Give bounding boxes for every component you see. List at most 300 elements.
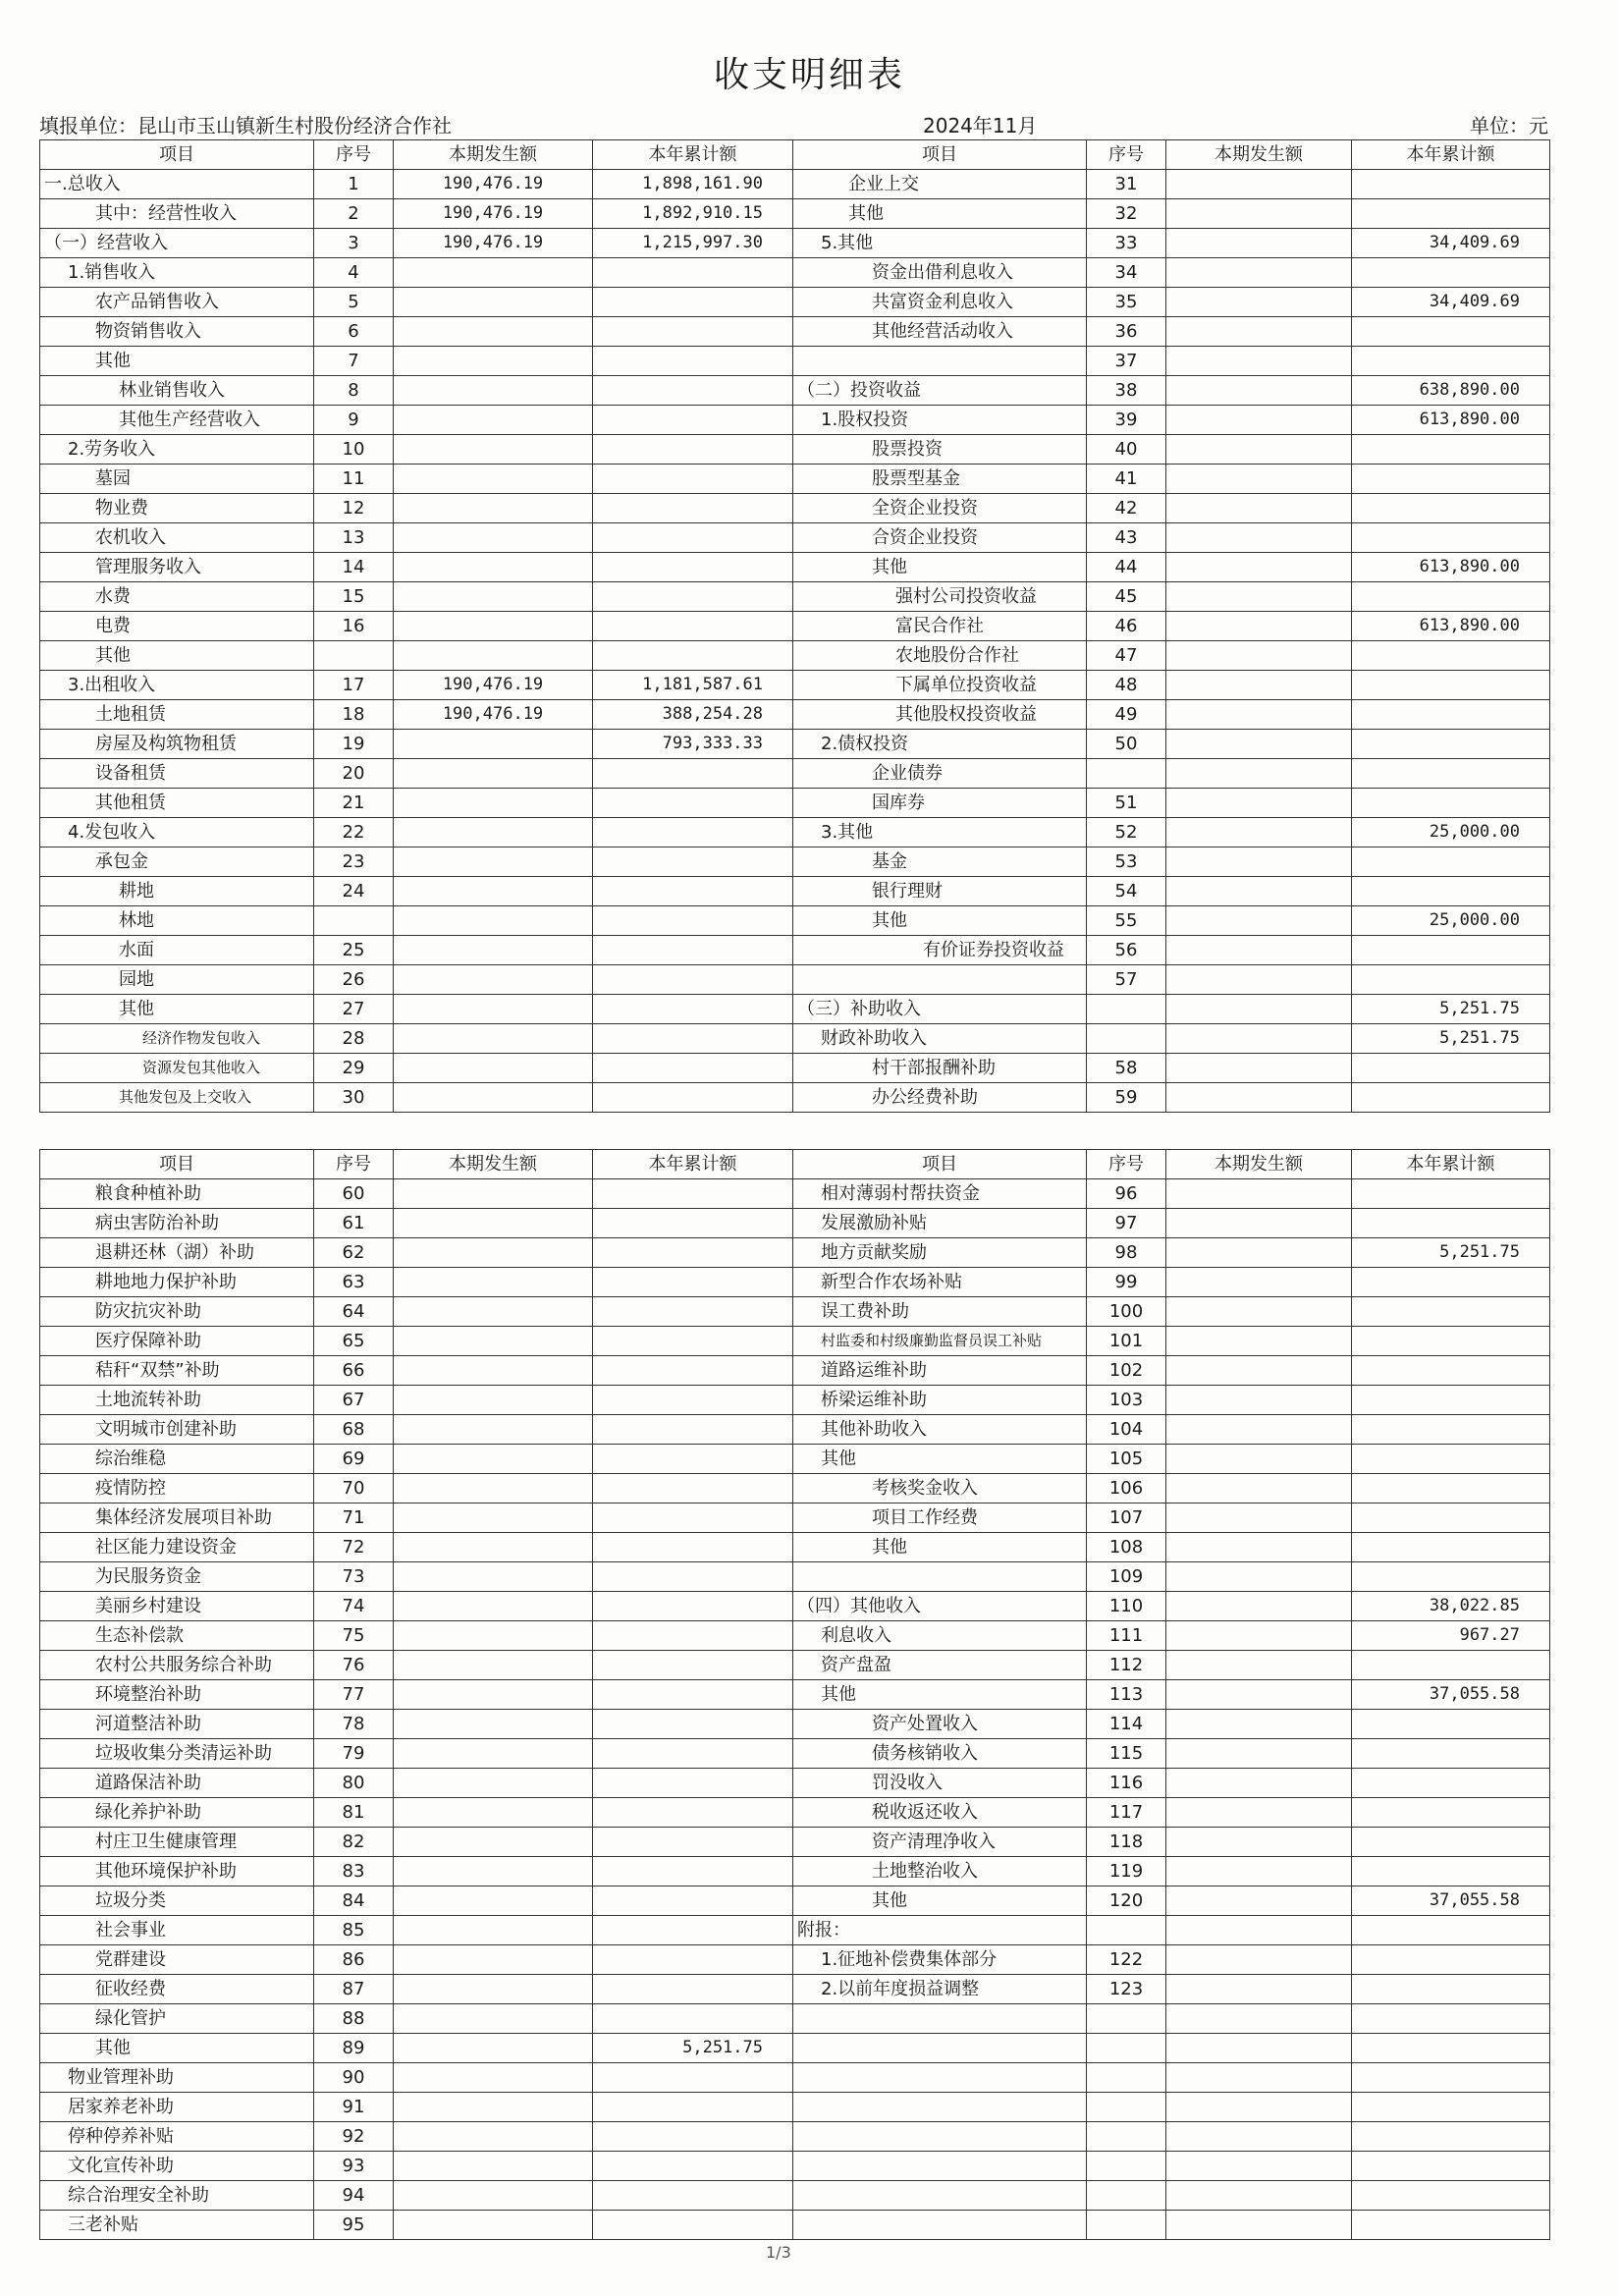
item-name: 1.征地补偿费集体部分 (793, 1945, 1087, 1975)
item-ytd (1352, 2152, 1550, 2181)
table-row (40, 465, 1550, 494)
item-name: 其他 (793, 906, 1087, 936)
item-name: 土地租赁 (40, 700, 314, 730)
table-row (40, 789, 1550, 818)
item-name: 林地 (40, 906, 314, 936)
item-current (394, 347, 593, 376)
item-current (394, 612, 593, 641)
item-ytd (1352, 847, 1550, 877)
item-current (1166, 789, 1352, 818)
item-current (394, 1621, 593, 1651)
item-current (394, 1297, 593, 1327)
table-row (40, 435, 1550, 465)
item-name: 债务核销收入 (793, 1739, 1087, 1769)
item-ytd (593, 1445, 793, 1474)
col-item: 项目 (40, 140, 314, 170)
item-seq: 57 (1087, 965, 1166, 995)
item-name (793, 2122, 1087, 2152)
item-current (1166, 1179, 1352, 1209)
item-current (394, 582, 593, 612)
item-current (1166, 2063, 1352, 2093)
item-name (793, 2034, 1087, 2063)
item-ytd (593, 258, 793, 288)
item-name: 相对薄弱村帮扶资金 (793, 1179, 1087, 1209)
table-row (40, 1562, 1550, 1592)
item-seq: 65 (314, 1327, 394, 1356)
item-current (394, 877, 593, 906)
item-seq: 42 (1087, 494, 1166, 523)
item-seq: 14 (314, 553, 394, 582)
item-name: （一）经营收入 (40, 229, 314, 258)
item-ytd (593, 2093, 793, 2122)
item-name: 绿化管护 (40, 2004, 314, 2034)
item-name: 2.劳务收入 (40, 435, 314, 465)
item-current (1166, 877, 1352, 906)
item-name: 企业上交 (793, 170, 1087, 199)
item-seq: 2 (314, 199, 394, 229)
item-seq: 15 (314, 582, 394, 612)
item-ytd (593, 1083, 793, 1113)
item-seq: 95 (314, 2211, 394, 2240)
item-seq: 17 (314, 671, 394, 700)
table-row (40, 1386, 1550, 1415)
item-seq: 10 (314, 435, 394, 465)
item-ytd (1352, 965, 1550, 995)
item-current (394, 406, 593, 435)
item-ytd (1352, 1503, 1550, 1533)
item-ytd: 1,181,587.61 (593, 671, 793, 700)
item-ytd (1352, 1710, 1550, 1739)
item-name (793, 2093, 1087, 2122)
item-current (1166, 1798, 1352, 1828)
item-seq: 37 (1087, 347, 1166, 376)
table-row (40, 1356, 1550, 1386)
item-seq: 20 (314, 759, 394, 789)
table-row (40, 2004, 1550, 2034)
item-ytd (1352, 1533, 1550, 1562)
table-row (40, 612, 1550, 641)
item-current (1166, 1945, 1352, 1975)
item-seq: 49 (1087, 700, 1166, 730)
item-current (394, 759, 593, 789)
item-current (1166, 2152, 1352, 2181)
item-current (1166, 1268, 1352, 1297)
item-name: 道路运维补助 (793, 1356, 1087, 1386)
item-seq: 112 (1087, 1651, 1166, 1680)
item-ytd (593, 847, 793, 877)
item-seq: 83 (314, 1857, 394, 1886)
item-name: 财政补助收入 (793, 1024, 1087, 1054)
item-name: 其他股权投资收益 (793, 700, 1087, 730)
item-name: 综合治理安全补助 (40, 2181, 314, 2211)
item-ytd (1352, 1054, 1550, 1083)
item-name: 设备租赁 (40, 759, 314, 789)
item-seq (1087, 2152, 1166, 2181)
item-ytd: 1,215,997.30 (593, 229, 793, 258)
item-name: 墓园 (40, 465, 314, 494)
table-row (40, 229, 1550, 258)
item-seq: 69 (314, 1445, 394, 1474)
item-current: 190,476.19 (394, 700, 593, 730)
item-seq: 7 (314, 347, 394, 376)
item-ytd (593, 818, 793, 847)
item-ytd: 5,251.75 (593, 2034, 793, 2063)
item-name: 医疗保障补助 (40, 1327, 314, 1356)
item-ytd (593, 435, 793, 465)
item-current (394, 1415, 593, 1445)
item-current (1166, 759, 1352, 789)
item-ytd (593, 1533, 793, 1562)
item-name: 水面 (40, 936, 314, 965)
item-seq: 78 (314, 1710, 394, 1739)
item-ytd (593, 1503, 793, 1533)
item-ytd (1352, 1945, 1550, 1975)
item-name: 三老补贴 (40, 2211, 314, 2240)
item-name: 全资企业投资 (793, 494, 1087, 523)
item-current (394, 1445, 593, 1474)
item-ytd (1352, 2093, 1550, 2122)
col-ytd: 本年累计额 (593, 1150, 793, 1179)
item-name: 利息收入 (793, 1621, 1087, 1651)
item-seq (1087, 2004, 1166, 2034)
item-seq: 6 (314, 317, 394, 347)
item-name: 物资销售收入 (40, 317, 314, 347)
item-ytd: 1,898,161.90 (593, 170, 793, 199)
item-name: 为民服务资金 (40, 1562, 314, 1592)
item-current (1166, 1356, 1352, 1386)
item-current (1166, 1415, 1352, 1445)
item-name (793, 2181, 1087, 2211)
table-row (40, 1975, 1550, 2004)
item-seq: 5 (314, 288, 394, 317)
table-row (40, 553, 1550, 582)
item-ytd (593, 877, 793, 906)
item-name: 其他 (793, 1445, 1087, 1474)
table-row (40, 288, 1550, 317)
item-name: 其他租赁 (40, 789, 314, 818)
item-seq: 90 (314, 2063, 394, 2093)
item-seq: 35 (1087, 288, 1166, 317)
item-ytd (593, 1474, 793, 1503)
table-header-row (40, 1150, 1550, 1179)
item-name: 下属单位投资收益 (793, 671, 1087, 700)
table-row (40, 199, 1550, 229)
item-ytd (593, 1886, 793, 1916)
item-ytd (1352, 1562, 1550, 1592)
item-seq: 45 (1087, 582, 1166, 612)
item-current (394, 965, 593, 995)
item-name: 3.出租收入 (40, 671, 314, 700)
item-current (394, 906, 593, 936)
item-name: 附报： (793, 1916, 1087, 1945)
item-name: 地方贡献奖励 (793, 1238, 1087, 1268)
item-name: 社区能力建设资金 (40, 1533, 314, 1562)
item-name: 园地 (40, 965, 314, 995)
item-ytd: 638,890.00 (1352, 376, 1550, 406)
item-current (1166, 494, 1352, 523)
item-ytd (593, 553, 793, 582)
item-name: 合资企业投资 (793, 523, 1087, 553)
item-current (394, 1857, 593, 1886)
item-current (1166, 1975, 1352, 2004)
item-name (793, 2211, 1087, 2240)
item-name: 防灾抗灾补助 (40, 1297, 314, 1327)
table-row (40, 494, 1550, 523)
item-ytd: 34,409.69 (1352, 229, 1550, 258)
item-current (394, 376, 593, 406)
item-name: 项目工作经费 (793, 1503, 1087, 1533)
item-current (394, 1916, 593, 1945)
item-current (1166, 199, 1352, 229)
item-current (1166, 2093, 1352, 2122)
item-name: 1.销售收入 (40, 258, 314, 288)
item-seq: 40 (1087, 435, 1166, 465)
item-seq (1087, 2211, 1166, 2240)
item-current (1166, 170, 1352, 199)
item-name: 征收经费 (40, 1975, 314, 2004)
item-name: 有价证券投资收益 (793, 936, 1087, 965)
currency-unit: 单位：元 (1470, 114, 1548, 137)
item-ytd (593, 376, 793, 406)
item-ytd (1352, 2004, 1550, 2034)
item-current (1166, 1209, 1352, 1238)
item-name: 4.发包收入 (40, 818, 314, 847)
item-ytd (593, 1238, 793, 1268)
table-row (40, 936, 1550, 965)
item-seq: 25 (314, 936, 394, 965)
item-current (1166, 258, 1352, 288)
item-seq: 111 (1087, 1621, 1166, 1651)
item-name: 生态补偿款 (40, 1621, 314, 1651)
item-seq: 39 (1087, 406, 1166, 435)
item-seq: 44 (1087, 553, 1166, 582)
item-name: 党群建设 (40, 1945, 314, 1975)
item-ytd (593, 2211, 793, 2240)
item-current (1166, 995, 1352, 1024)
item-name: 企业债券 (793, 759, 1087, 789)
item-seq: 73 (314, 1562, 394, 1592)
item-ytd (1352, 1445, 1550, 1474)
item-seq: 104 (1087, 1415, 1166, 1445)
item-ytd (593, 2004, 793, 2034)
item-seq: 48 (1087, 671, 1166, 700)
item-current (394, 818, 593, 847)
item-current (1166, 936, 1352, 965)
item-name: 2.债权投资 (793, 730, 1087, 759)
item-ytd (1352, 1179, 1550, 1209)
item-seq: 22 (314, 818, 394, 847)
item-name: 强村公司投资收益 (793, 582, 1087, 612)
item-current (1166, 553, 1352, 582)
item-ytd (1352, 170, 1550, 199)
col-item: 项目 (793, 140, 1087, 170)
item-ytd (1352, 700, 1550, 730)
item-ytd: 793,333.33 (593, 730, 793, 759)
item-current (1166, 1327, 1352, 1356)
item-current (394, 847, 593, 877)
item-ytd (593, 1680, 793, 1710)
item-ytd (593, 1268, 793, 1297)
item-current (394, 1886, 593, 1916)
item-ytd (593, 1945, 793, 1975)
table-row (40, 700, 1550, 730)
item-name: 资金出借利息收入 (793, 258, 1087, 288)
item-ytd (1352, 523, 1550, 553)
item-seq: 64 (314, 1297, 394, 1327)
item-current (394, 2152, 593, 2181)
item-ytd (593, 523, 793, 553)
item-name (793, 1562, 1087, 1592)
item-current (394, 2122, 593, 2152)
table-row (40, 1680, 1550, 1710)
item-seq: 23 (314, 847, 394, 877)
table-row (40, 1209, 1550, 1238)
item-current (394, 730, 593, 759)
item-name: 共富资金利息收入 (793, 288, 1087, 317)
item-seq: 89 (314, 2034, 394, 2063)
item-current (1166, 612, 1352, 641)
item-seq: 110 (1087, 1592, 1166, 1621)
item-current (1166, 2034, 1352, 2063)
item-seq: 21 (314, 789, 394, 818)
item-name: 垃圾收集分类清运补助 (40, 1739, 314, 1769)
item-name: 其他 (40, 2034, 314, 2063)
item-current (394, 1238, 593, 1268)
item-ytd (1352, 1209, 1550, 1238)
item-seq: 55 (1087, 906, 1166, 936)
item-ytd (593, 582, 793, 612)
item-seq: 91 (314, 2093, 394, 2122)
item-name: （二）投资收益 (793, 376, 1087, 406)
table-row (40, 258, 1550, 288)
item-name: 村干部报酬补助 (793, 1054, 1087, 1083)
table-row (40, 818, 1550, 847)
item-current (394, 258, 593, 288)
item-ytd (593, 1054, 793, 1083)
item-seq (1087, 2063, 1166, 2093)
item-name: 粮食种植补助 (40, 1179, 314, 1209)
item-seq: 18 (314, 700, 394, 730)
table-row (40, 877, 1550, 906)
item-ytd (1352, 2063, 1550, 2093)
item-name: 管理服务收入 (40, 553, 314, 582)
item-current (394, 1386, 593, 1415)
item-name: 农村公共服务综合补助 (40, 1651, 314, 1680)
col-current: 本期发生额 (1166, 1150, 1352, 1179)
item-ytd (593, 1209, 793, 1238)
item-seq: 105 (1087, 1445, 1166, 1474)
table-row (40, 671, 1550, 700)
item-ytd (593, 1828, 793, 1857)
item-ytd (1352, 2122, 1550, 2152)
table-row (40, 730, 1550, 759)
item-name: 房屋及构筑物租赁 (40, 730, 314, 759)
item-name: 资产清理净收入 (793, 1828, 1087, 1857)
item-current (1166, 1592, 1352, 1621)
item-current (1166, 1238, 1352, 1268)
item-name: 农产品销售收入 (40, 288, 314, 317)
item-seq: 74 (314, 1592, 394, 1621)
item-current (1166, 1474, 1352, 1503)
item-seq: 70 (314, 1474, 394, 1503)
item-current (1166, 1828, 1352, 1857)
item-name: 发展激励补贴 (793, 1209, 1087, 1238)
item-current (1166, 1651, 1352, 1680)
item-ytd: 5,251.75 (1352, 995, 1550, 1024)
item-current (1166, 818, 1352, 847)
item-current (1166, 347, 1352, 376)
item-ytd: 1,892,910.15 (593, 199, 793, 229)
item-name: 农机收入 (40, 523, 314, 553)
item-seq: 50 (1087, 730, 1166, 759)
table-row (40, 1651, 1550, 1680)
item-name: 集体经济发展项目补助 (40, 1503, 314, 1533)
item-ytd (1352, 317, 1550, 347)
item-name: 股票投资 (793, 435, 1087, 465)
item-name: 土地整治收入 (793, 1857, 1087, 1886)
item-current (394, 1651, 593, 1680)
table-row (40, 2122, 1550, 2152)
item-seq: 16 (314, 612, 394, 641)
item-current (394, 2211, 593, 2240)
item-seq: 27 (314, 995, 394, 1024)
item-name: 其他 (793, 1680, 1087, 1710)
table-row (40, 1268, 1550, 1297)
item-seq: 88 (314, 2004, 394, 2034)
item-seq: 41 (1087, 465, 1166, 494)
item-current (1166, 288, 1352, 317)
item-current (394, 1268, 593, 1297)
item-seq: 76 (314, 1651, 394, 1680)
item-name: 经济作物发包收入 (40, 1024, 314, 1054)
table-row (40, 995, 1550, 1024)
item-ytd (1352, 759, 1550, 789)
reporting-unit: 填报单位：昆山市玉山镇新生村股份经济合作社 (39, 114, 452, 137)
item-seq: 4 (314, 258, 394, 288)
item-seq: 19 (314, 730, 394, 759)
item-ytd (593, 2122, 793, 2152)
item-seq: 122 (1087, 1945, 1166, 1975)
table-row (40, 1297, 1550, 1327)
item-current (394, 1179, 593, 1209)
table-row (40, 965, 1550, 995)
table-row (40, 1798, 1550, 1828)
item-current (394, 1209, 593, 1238)
item-seq (1087, 2122, 1166, 2152)
item-ytd (593, 1916, 793, 1945)
item-name: 电费 (40, 612, 314, 641)
item-current (1166, 582, 1352, 612)
item-seq: 71 (314, 1503, 394, 1533)
item-current (1166, 1916, 1352, 1945)
item-current (394, 288, 593, 317)
item-seq: 87 (314, 1975, 394, 2004)
item-name: 资产处置收入 (793, 1710, 1087, 1739)
item-ytd: 25,000.00 (1352, 906, 1550, 936)
table-row (40, 1886, 1550, 1916)
item-ytd (1352, 1327, 1550, 1356)
item-current (1166, 465, 1352, 494)
item-seq: 51 (1087, 789, 1166, 818)
item-seq: 58 (1087, 1054, 1166, 1083)
item-current (394, 1083, 593, 1113)
item-name: 一.总收入 (40, 170, 314, 199)
item-current (1166, 1503, 1352, 1533)
item-ytd (593, 995, 793, 1024)
item-name: 富民合作社 (793, 612, 1087, 641)
item-ytd (1352, 1916, 1550, 1945)
item-current (1166, 1297, 1352, 1327)
